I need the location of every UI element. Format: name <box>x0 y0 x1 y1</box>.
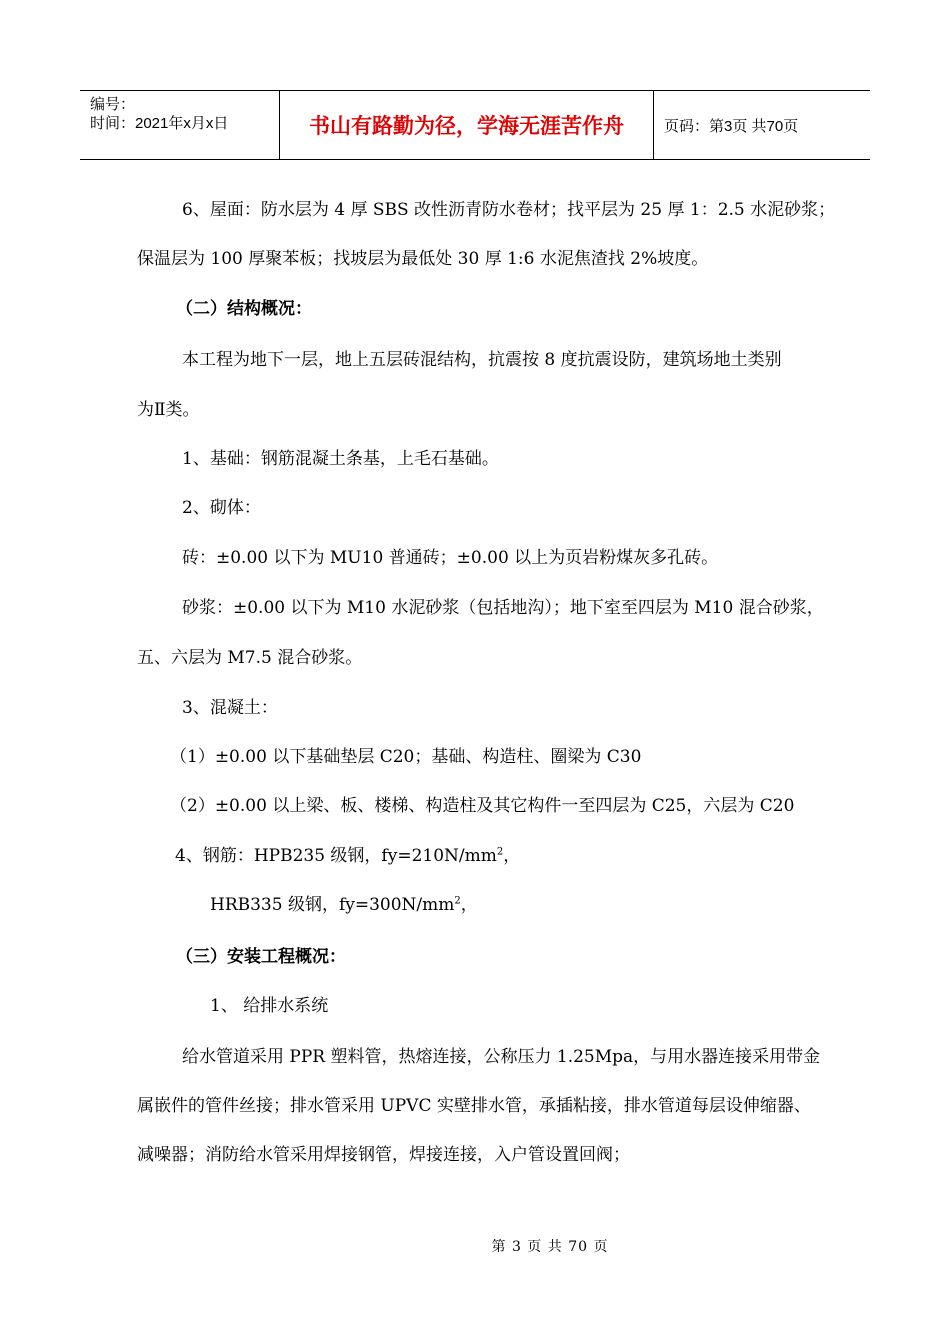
paragraph-line: 砖：±0.00 以下为 MU10 普通砖；±0.00 以上为页岩粉煤灰多孔砖。 <box>182 548 719 568</box>
paragraph-line: 砂浆：±0.00 以下为 M10 水泥砂浆（包括地沟）；地下室至四层为 M10 混合砂浆， <box>182 598 824 618</box>
subsection-heading: 1、 给排水系统 <box>210 996 329 1016</box>
header-page-info: 页码：第3页 共70页 <box>664 117 799 135</box>
paragraph-line: 属嵌件的管件丝接；排水管采用 UPVC 实壁排水管，承插粘接，排水管道每层设伸缩器、 <box>137 1096 811 1116</box>
paragraph-line: 保温层为 100 厚聚苯板；找坡层为最低处 30 厚 1:6 水泥焦渣找 2%坡度。 <box>137 249 709 269</box>
line-tail: ， <box>460 895 478 915</box>
paragraph-line: 3、混凝土： <box>182 698 278 718</box>
paragraph-line: 给水管道采用 PPR 塑料管，热熔连接，公称压力 1.25Mpa，与用水器连接采用带金 <box>182 1047 821 1067</box>
number-label: 编号： <box>90 96 136 113</box>
paragraph-line: 6、屋面：防水层为 4 厚 SBS 改性沥青防水卷材；找平层为 25 厚 1：2.5 水泥砂浆； <box>182 200 836 220</box>
document-header <box>80 90 870 160</box>
page-footer: 第 3 页 共 70 页 <box>491 1239 609 1255</box>
section-heading: （三）安装工程概况： <box>176 947 346 967</box>
paragraph-line <box>175 841 520 866</box>
paragraph-line: （2）±0.00 以上梁、板、楼梯、构造柱及其它构件一至四层为 C25，六层为 C20 <box>170 796 795 816</box>
superscript: 2 <box>454 895 461 907</box>
paragraph-line: 五、六层为 M7.5 混合砂浆。 <box>137 648 363 668</box>
paragraph-line <box>210 890 478 915</box>
header-motto: 书山有路勤为径，学海无涯苦作舟 <box>280 91 654 159</box>
paragraph-line: 为Ⅱ类。 <box>137 400 200 420</box>
paragraph-line: （1）±0.00 以下基础垫层 C20；基础、构造柱、圈梁为 C30 <box>170 747 642 767</box>
paragraph-line: 本工程为地下一层，地上五层砖混结构，抗震按 8 度抗震设防，建筑场地土类别 <box>182 350 782 370</box>
line-text: HRB335 级钢，fy=300N/mm <box>210 895 455 915</box>
time-label: 时间：2021年x月x日 <box>90 115 229 132</box>
header-meta <box>80 91 280 159</box>
line-tail: ， <box>503 846 521 866</box>
paragraph-line: 减噪器；消防给水管采用焊接钢管，焊接连接，入户管设置回阀； <box>137 1145 630 1165</box>
line-text: 4、钢筋：HPB235 级钢，fy=210N/mm <box>175 846 497 866</box>
superscript: 2 <box>496 846 504 858</box>
section-heading: （二）结构概况： <box>176 299 312 319</box>
paragraph-line: 1、基础：钢筋混凝土条基，上毛石基础。 <box>182 449 499 469</box>
paragraph-line: 2、砌体： <box>182 498 261 518</box>
